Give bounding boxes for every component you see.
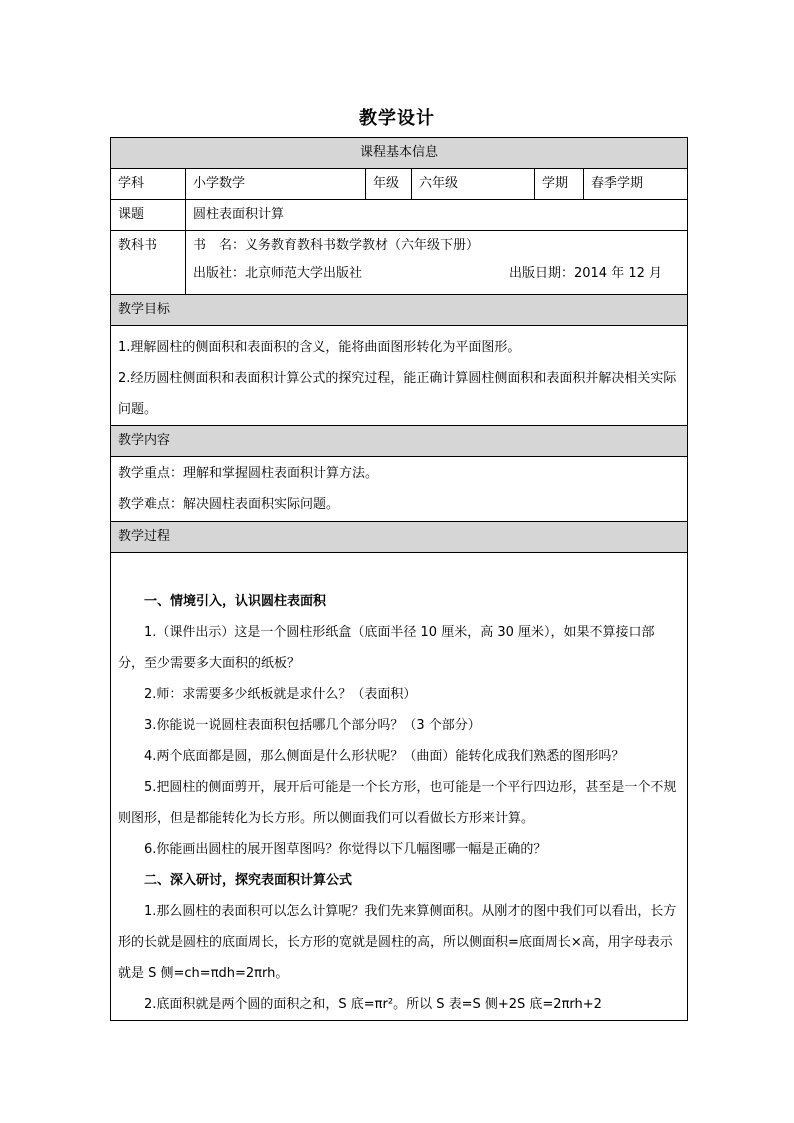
process-item: 1.（课件出示）这是一个圆柱形纸盒（底面半径 10 厘米，高 30 厘米），如果不算接口部分，至少需要多大面积的纸板？ (118, 625, 655, 671)
grade-value: 六年级 (412, 169, 535, 200)
teaching-difficulty: 教学难点：解决圆柱表面积实际问题。 (118, 497, 340, 512)
process-item: 2.底面积就是两个圆的面积之和，S 底=πr²。所以 S 表=S 侧+2S 底=2πrh+2 (144, 997, 602, 1012)
process-item: 6.你能画出圆柱的展开图草图吗？你觉得以下几幅图哪一幅是正确的？ (144, 842, 547, 857)
subject-value: 小学数学 (186, 169, 366, 200)
topic-label: 课题 (111, 200, 186, 231)
subject-label: 学科 (111, 169, 186, 200)
objectives-body (111, 326, 688, 426)
textbook-label: 教科书 (111, 231, 186, 295)
content-header: 教学内容 (111, 426, 688, 457)
topic-value: 圆柱表面积计算 (186, 200, 688, 231)
section-title: 一、情境引入，认识圆柱表面积 (144, 594, 327, 609)
lesson-plan-table (110, 137, 688, 1021)
process-item: 2.师：求需要多少纸板就是求什么？（表面积） (144, 687, 417, 702)
publication-date: 出版日期：2014 年 12 月 (508, 266, 663, 281)
process-body (111, 553, 688, 1021)
objectives-header: 教学目标 (111, 295, 688, 326)
book-name: 书 名：义务教育教科书数学教材（六年级下册） (193, 238, 480, 253)
document-title: 教学设计 (359, 108, 435, 129)
term-label: 学期 (535, 169, 584, 200)
grade-label: 年级 (366, 169, 412, 200)
teaching-key-point: 教学重点：理解和掌握圆柱表面积计算方法。 (118, 466, 379, 481)
objective-item: 2.经历圆柱侧面积和表面积计算公式的探究过程，能正确计算圆柱侧面积和表面积并解决相关实际问题。 (118, 371, 677, 417)
objective-item: 1.理解圆柱的侧面积和表面积的含义，能将曲面图形转化为平面图形。 (118, 340, 521, 355)
content-body (111, 457, 688, 522)
section-title: 二、深入研讨，探究表面积计算公式 (144, 873, 353, 888)
publisher: 出版社：北京师范大学出版社 (193, 266, 363, 281)
process-item: 3.你能说一说圆柱表面积包括哪几个部分吗？（3 个部分） (144, 718, 481, 733)
term-value: 春季学期 (584, 169, 688, 200)
textbook-info (186, 231, 688, 295)
basic-info-header: 课程基本信息 (111, 138, 688, 169)
process-item: 1.那么圆柱的表面积可以怎么计算呢？我们先来算侧面积。从刚才的图中我们可以看出，长方形的长就是圆柱的底面周长，长方形的宽就是圆柱的高，所以侧面积=底面周长×高，用字母表示就是 S 侧=ch=πdh=2πrh。 (118, 904, 677, 981)
process-item: 4.两个底面都是圆，那么侧面是什么形状呢？（曲面）能转化成我们熟悉的图形吗？ (144, 749, 625, 764)
process-header: 教学过程 (111, 522, 688, 553)
process-item: 5.把圆柱的侧面剪开，展开后可能是一个长方形，也可能是一个平行四边形，甚至是一个不规则图形，但是都能转化为长方形。所以侧面我们可以看做长方形来计算。 (118, 780, 677, 826)
publisher-line (193, 265, 680, 283)
